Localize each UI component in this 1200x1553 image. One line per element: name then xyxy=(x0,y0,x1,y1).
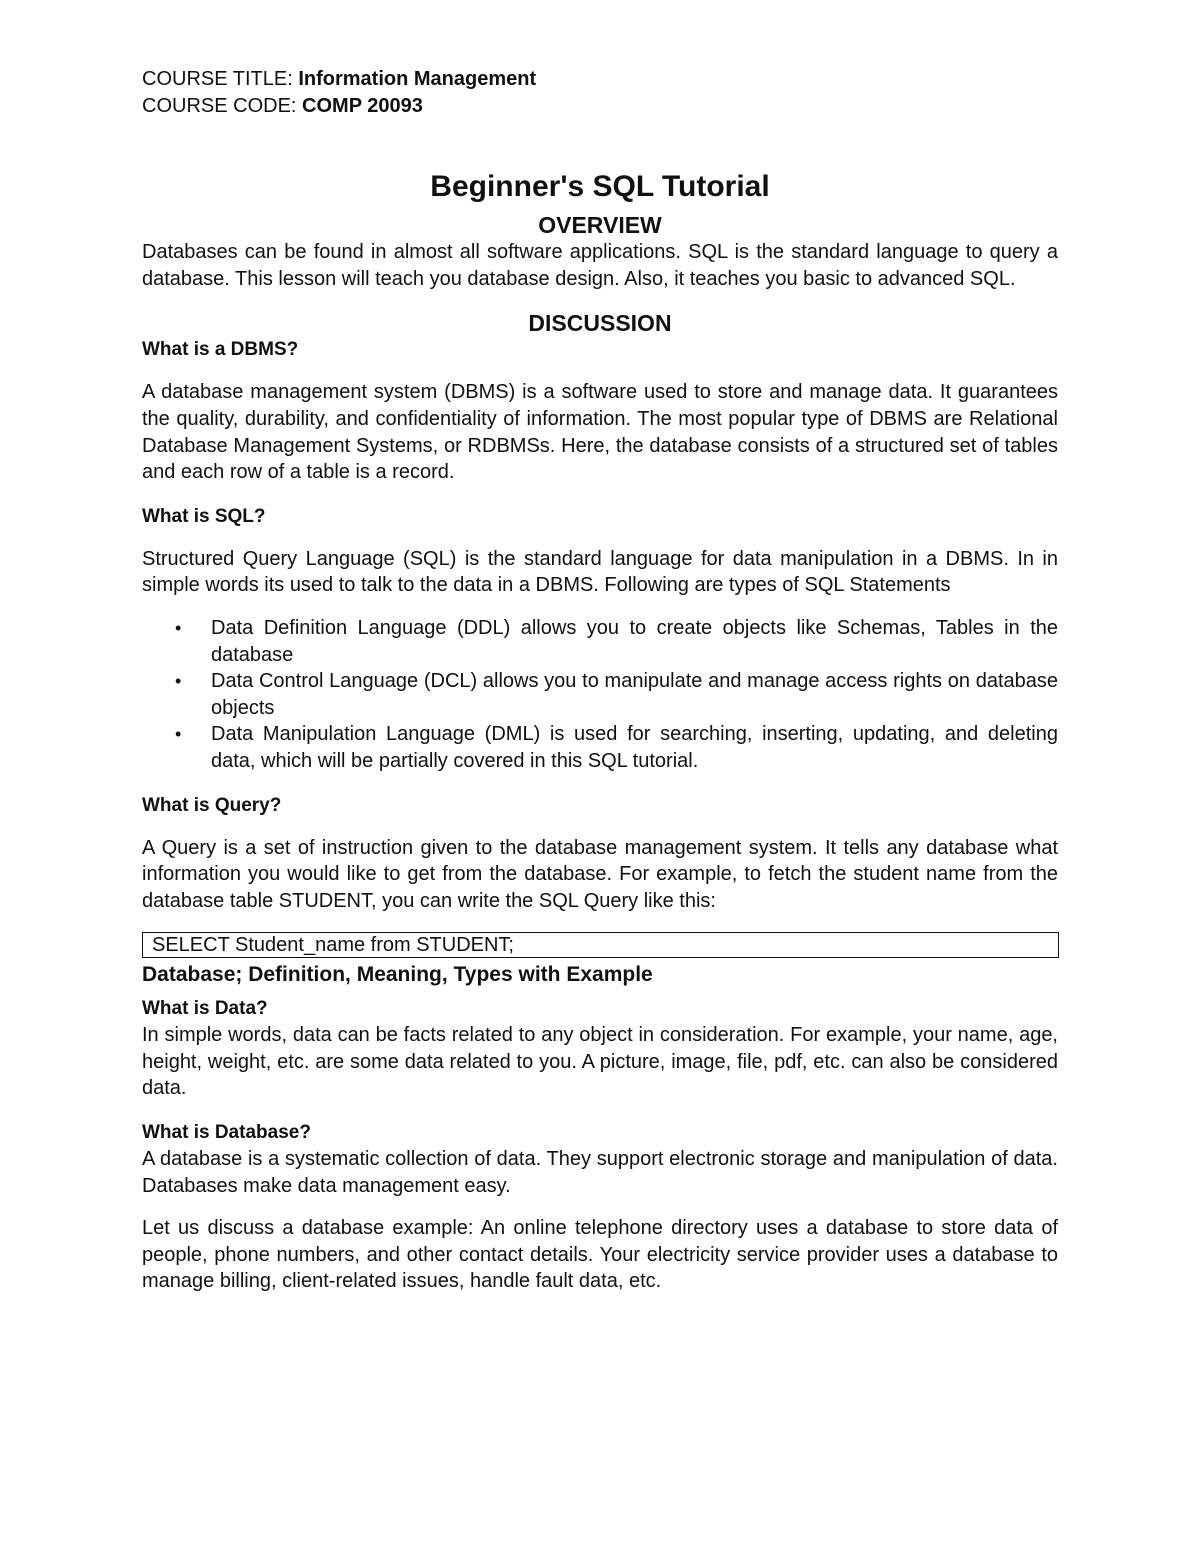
list-item xyxy=(142,721,1058,774)
sql-paragraph: Structured Query Language (SQL) is the standard language for data manipulation in a DBMS. In in simple words its used to talk to the data in a DBMS. Following are types of SQL Statements xyxy=(142,547,1058,597)
overview-paragraph: Databases can be found in almost all software applications. SQL is the standard language to query a database. This lesson will teach you database design. Also, it teaches you basic to advanced SQL. xyxy=(142,241,1058,290)
list-item-text: Data Control Language (DCL) allows you to manipulate and manage access rights on database objects xyxy=(211,670,1058,719)
sql-statement-types-list xyxy=(142,615,1058,775)
course-title-label: COURSE TITLE: xyxy=(142,68,299,90)
list-item-text: Data Definition Language (DDL) allows you to create objects like Schemas, Tables in the database xyxy=(211,616,1058,666)
spacer xyxy=(142,1102,1058,1120)
query-question: What is Query? xyxy=(142,794,282,816)
data-paragraph: In simple words, data can be facts related to any object in consideration. For example, your name, age, height, weight, etc. are some data related to you. A picture, image, file, pdf, etc. can also be considered data. xyxy=(142,1024,1058,1100)
course-code-line xyxy=(142,93,1058,120)
bullet-icon: • xyxy=(175,617,182,638)
course-title-line xyxy=(142,66,1058,93)
data-question: What is Data? xyxy=(142,998,268,1020)
spacer xyxy=(142,363,1058,379)
database-paragraph: A database is a systematic collection of data. They support electronic storage and manipulation of data. Databases make data management easy. xyxy=(142,1148,1058,1197)
spacer xyxy=(142,819,1058,835)
sql-question: What is SQL? xyxy=(142,505,266,527)
course-code-value: COMP 20093 xyxy=(302,94,423,117)
course-title-value: Information Management xyxy=(298,68,537,90)
spacer xyxy=(142,775,1058,793)
spacer xyxy=(142,530,1058,546)
bullet-icon: • xyxy=(175,724,182,745)
document-page xyxy=(142,66,1058,1295)
discussion-heading: DISCUSSION xyxy=(528,310,672,337)
list-item-text: Data Manipulation Language (DML) is used for searching, inserting, updating, and deleting data, which will be partially covered in this SQL tutorial. xyxy=(211,723,1058,772)
list-item xyxy=(142,615,1058,668)
spacer xyxy=(142,1199,1058,1215)
document-title: Beginner's SQL Tutorial xyxy=(430,170,770,204)
database-example-paragraph: Let us discuss a database example: An online telephone directory uses a database to store data of people, phone numbers, and other contact details. Your electricity service provider uses a database to manage billing, client-related issues, handle fault data, etc. xyxy=(142,1217,1058,1293)
sql-code-box: SELECT Student_name from STUDENT; xyxy=(142,932,1059,958)
dbms-paragraph: A database management system (DBMS) is a software used to store and manage data. It guarantees the quality, durability, and confidentiality of information. The most popular type of DBMS are Relational Database Management Systems, or RDBMSs. Here, the database consists of a structured set of tables and each row of a table is a record. xyxy=(142,381,1058,484)
database-question: What is Database? xyxy=(142,1122,311,1144)
query-paragraph: A Query is a set of instruction given to the database management system. It tells any database what information you would like to get from the database. For example, to fetch the student name from the database table STUDENT, you can write the SQL Query like this: xyxy=(142,836,1058,912)
bullet-icon: • xyxy=(175,671,182,692)
list-item xyxy=(142,668,1058,721)
dbms-question: What is a DBMS? xyxy=(142,339,299,361)
database-section-heading: Database; Definition, Meaning, Types with Example xyxy=(142,963,653,987)
spacer xyxy=(142,486,1058,504)
overview-heading: OVERVIEW xyxy=(538,212,662,239)
course-code-label: COURSE CODE: xyxy=(142,94,303,117)
